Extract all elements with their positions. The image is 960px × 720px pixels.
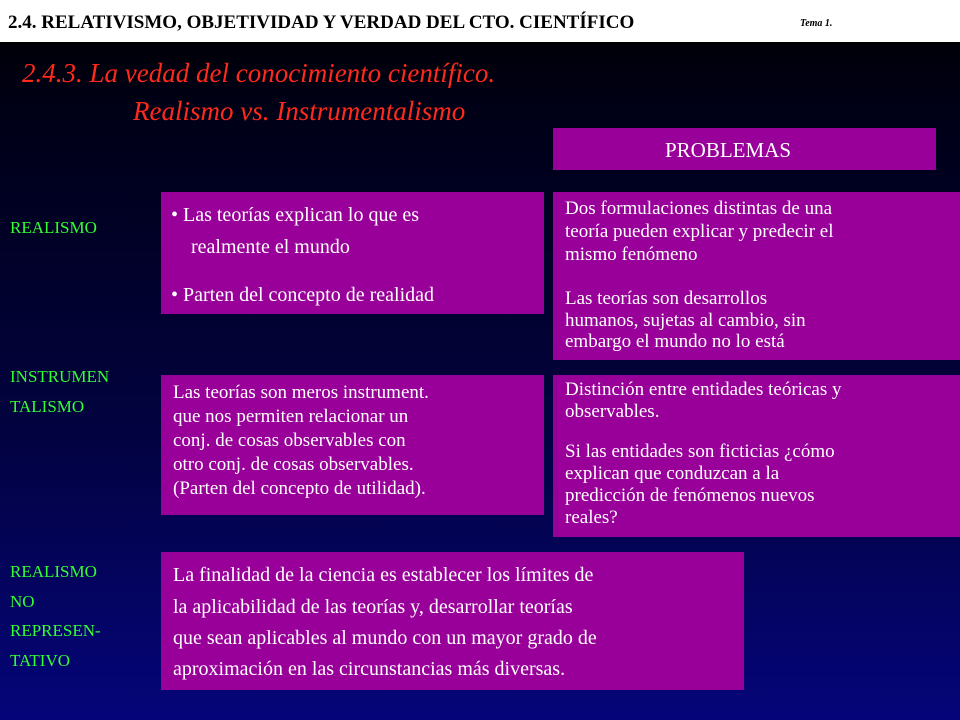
problemas-header <box>553 128 936 170</box>
row-label-rnr-1: REALISMO <box>10 562 97 581</box>
realismo-claim-bullet-2: • Parten del concepto de realidad <box>171 284 434 306</box>
instrumentalismo-problem-2d: reales? <box>565 507 618 528</box>
row-label-realismo: REALISMO <box>10 218 97 237</box>
realismo-claim-box <box>161 192 544 314</box>
section-heading: 2.4.3. La vedad del conocimiento científico. <box>22 58 496 88</box>
realismo-problem-1a: Dos formulaciones distintas de una <box>565 198 833 219</box>
slide-header <box>0 0 960 44</box>
instrumentalismo-problem-2b: explican que conduzcan a la <box>565 463 780 484</box>
row-label-instrumentalismo-2: TALISMO <box>10 397 85 416</box>
instrumentalismo-problem-1a: Distinción entre entidades teóricas y <box>565 379 842 400</box>
rnr-claim-line-2: la aplicabilidad de las teorías y, desarrollar teorías <box>173 596 573 618</box>
instrumentalismo-problem-2c: predicción de fenómenos nuevos <box>565 485 815 506</box>
realismo-problem-1c: mismo fenómeno <box>565 244 698 265</box>
instrumentalismo-claim-line-3: conj. de cosas observables con <box>173 430 406 451</box>
realismo-problems-box <box>553 192 960 360</box>
row-label-rnr-2: NO <box>10 592 35 611</box>
instrumentalismo-claim-line-1: Las teorías son meros instrument. <box>173 382 429 403</box>
rnr-claim-box <box>161 552 744 690</box>
realismo-claim-bullet-1b: realmente el mundo <box>191 236 350 258</box>
slide-title: 2.4. RELATIVISMO, OBJETIVIDAD Y VERDAD DEL CTO. CIENTÍFICO <box>8 12 635 33</box>
instrumentalismo-problems-box <box>553 375 960 537</box>
realismo-problem-2b: humanos, sujetas al cambio, sin <box>565 310 806 331</box>
instrumentalismo-claim-line-4: otro conj. de cosas observables. <box>173 454 414 475</box>
instrumentalismo-claim-line-5: (Parten del concepto de utilidad). <box>173 478 426 499</box>
instrumentalismo-problem-2a: Si las entidades son ficticias ¿cómo <box>565 441 835 462</box>
realismo-problem-2c: embargo el mundo no lo está <box>565 331 785 352</box>
instrumentalismo-claim-line-2: que nos permiten relacionar un <box>173 406 409 427</box>
rnr-claim-line-3: que sean aplicables al mundo con un mayor grado de <box>173 627 597 649</box>
problemas-header-label: PROBLEMAS <box>665 138 792 162</box>
topic-tag: Tema 1. <box>800 18 833 29</box>
instrumentalismo-problem-1b: observables. <box>565 401 660 422</box>
row-label-instrumentalismo-1: INSTRUMEN <box>10 367 110 386</box>
row-label-rnr-4: TATIVO <box>10 651 71 670</box>
section-subheading: Realismo vs. Instrumentalismo <box>133 96 466 126</box>
row-label-rnr-3: REPRESEN- <box>10 621 101 640</box>
rnr-claim-line-4: aproximación en las circunstancias más diversas. <box>173 658 566 680</box>
rnr-claim-line-1: La finalidad de la ciencia es establecer los límites de <box>173 564 594 586</box>
realismo-problem-2a: Las teorías son desarrollos <box>565 288 768 309</box>
realismo-claim-bullet-1a: • Las teorías explican lo que es <box>171 204 420 226</box>
instrumentalismo-claim-box <box>161 375 544 515</box>
realismo-problem-1b: teoría pueden explicar y predecir el <box>565 221 834 242</box>
